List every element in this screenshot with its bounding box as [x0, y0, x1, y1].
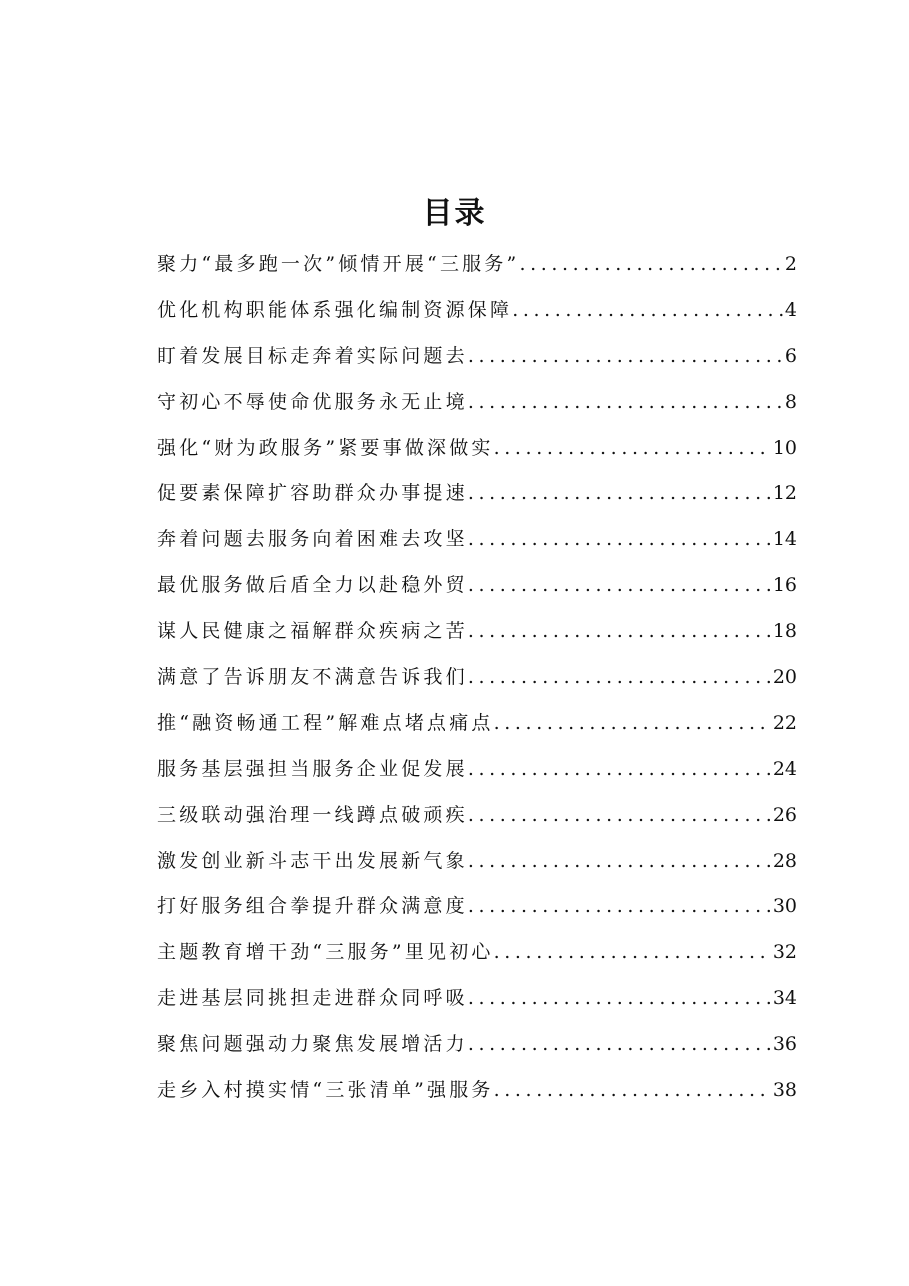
toc-entry[interactable] — [157, 843, 797, 889]
toc-entry[interactable] — [157, 888, 797, 934]
toc-entry-text: 推“融资畅通工程”解难点堵点痛点 — [157, 711, 494, 734]
toc-entry-page: 30 — [772, 895, 797, 918]
toc-entry-text: 聚力“最多跑一次”倾情开展“三服务” — [157, 253, 520, 275]
toc-entry-page: 8 — [784, 390, 797, 413]
toc-entry[interactable] — [157, 934, 797, 980]
toc-entry-text: 促要素保障扩容助群众办事提速 — [157, 482, 468, 505]
toc-entry-page: 12 — [772, 482, 797, 505]
toc-entry-text: 服务基层强担当服务企业促发展 — [157, 757, 468, 780]
toc-entry-page: 24 — [772, 757, 797, 780]
toc-entry-text: 盯着发展目标走奔着实际问题去 — [157, 344, 468, 367]
toc-entry-page: 26 — [772, 803, 797, 826]
toc-entry-text: 主题教育增干劲“三服务”里见初心 — [157, 941, 494, 964]
toc-dot-leader — [468, 843, 771, 879]
toc-entry-page: 28 — [772, 849, 797, 872]
toc-dot-leader — [468, 797, 771, 833]
toc-dot-leader — [468, 475, 771, 511]
toc-entry[interactable] — [157, 1072, 797, 1118]
toc-entry-text: 走乡入村摸实情“三张清单”强服务 — [157, 1079, 494, 1102]
toc-entry-page: 16 — [772, 574, 797, 597]
toc-dot-leader — [512, 292, 783, 328]
toc-entry-page: 10 — [772, 436, 797, 459]
toc-dot-leader — [494, 430, 771, 466]
toc-dot-leader — [494, 705, 771, 741]
toc-entry[interactable] — [157, 292, 797, 338]
toc-dot-leader — [468, 613, 771, 649]
toc-dot-leader — [519, 246, 782, 282]
toc-dot-leader — [494, 934, 771, 970]
toc-entry-text: 满意了告诉朋友不满意告诉我们 — [157, 666, 468, 689]
toc-entry-page: 38 — [772, 1079, 797, 1102]
toc-entry[interactable] — [157, 475, 797, 521]
toc-entry[interactable] — [157, 1026, 797, 1072]
toc-entry-text: 激发创业新斗志干出发展新气象 — [157, 849, 468, 872]
toc-dot-leader — [468, 751, 771, 787]
toc-dot-leader — [468, 980, 771, 1016]
toc-entry[interactable] — [157, 705, 797, 751]
toc-dot-leader — [468, 567, 771, 603]
toc-entry[interactable] — [157, 338, 797, 384]
toc-dot-leader — [494, 1072, 771, 1108]
toc-entry[interactable] — [157, 246, 797, 292]
toc-entry-page: 34 — [772, 987, 797, 1010]
toc-entry-text: 打好服务组合拳提升群众满意度 — [157, 895, 468, 918]
toc-entry[interactable] — [157, 430, 797, 476]
toc-entry[interactable] — [157, 521, 797, 567]
toc-dot-leader — [468, 1026, 771, 1062]
toc-entry[interactable] — [157, 613, 797, 659]
toc-entry-text: 优化机构职能体系强化编制资源保障 — [157, 298, 513, 321]
toc-entry-text: 聚焦问题强动力聚焦发展增活力 — [157, 1033, 468, 1056]
toc-entry-text: 谋人民健康之福解群众疾病之苦 — [157, 620, 468, 643]
toc-dot-leader — [468, 888, 771, 924]
toc-entry-page: 32 — [772, 941, 797, 964]
toc-entry[interactable] — [157, 384, 797, 430]
toc-entry-page: 14 — [772, 528, 797, 551]
toc-entry[interactable] — [157, 797, 797, 843]
toc-entry-text: 走进基层同挑担走进群众同呼吸 — [157, 987, 468, 1010]
toc-list — [157, 246, 797, 1118]
toc-entry-page: 36 — [772, 1033, 797, 1056]
toc-entry-text: 奔着问题去服务向着困难去攻坚 — [157, 528, 468, 551]
toc-title: 目录 — [422, 196, 487, 231]
toc-entry[interactable] — [157, 980, 797, 1026]
toc-entry[interactable] — [157, 567, 797, 613]
toc-dot-leader — [468, 659, 771, 695]
toc-entry-text: 最优服务做后盾全力以赴稳外贸 — [157, 574, 468, 597]
toc-entry-page: 22 — [772, 711, 797, 734]
toc-entry-page: 20 — [772, 666, 797, 689]
toc-dot-leader — [468, 338, 783, 374]
toc-entry-text: 守初心不辱使命优服务永无止境 — [157, 390, 468, 413]
toc-entry-page: 18 — [772, 620, 797, 643]
toc-dot-leader — [468, 384, 783, 420]
toc-entry-page: 2 — [784, 253, 797, 275]
toc-entry[interactable] — [157, 659, 797, 705]
toc-entry-text: 三级联动强治理一线蹲点破顽疾 — [157, 803, 468, 826]
toc-entry-page: 6 — [784, 344, 797, 367]
toc-entry-text: 强化“财为政服务”紧要事做深做实 — [157, 436, 494, 459]
toc-entry-page: 4 — [784, 298, 797, 321]
toc-dot-leader — [468, 521, 771, 557]
toc-entry[interactable] — [157, 751, 797, 797]
